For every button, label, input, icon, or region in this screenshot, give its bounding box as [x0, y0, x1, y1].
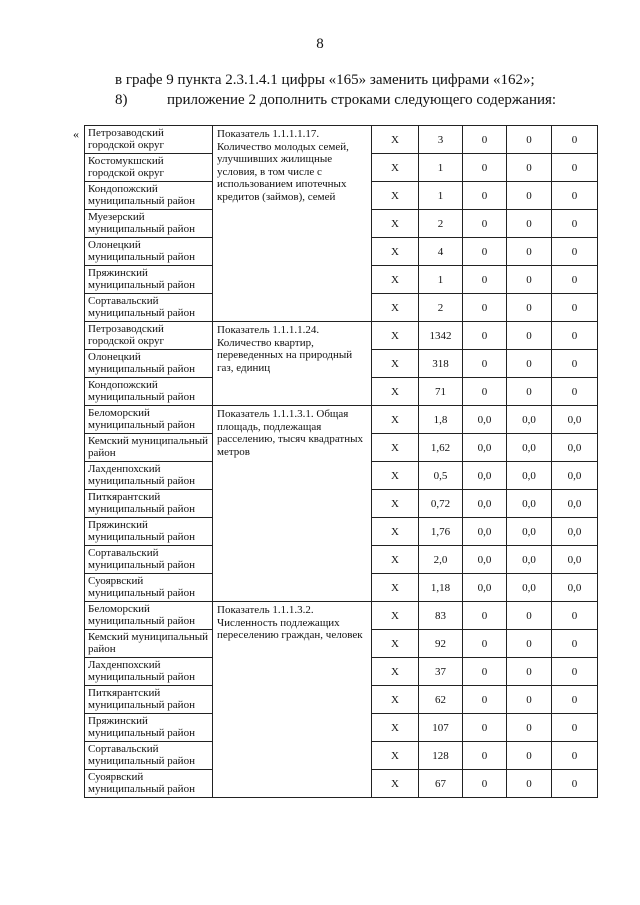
value-cell-c4: 0: [507, 350, 552, 378]
value-cell-c4: 0: [507, 770, 552, 798]
page-number: 8: [316, 36, 324, 52]
value-cell-c5: 0: [552, 714, 598, 742]
value-cell-c1: X: [372, 434, 419, 462]
value-cell-c5: 0: [552, 266, 598, 294]
table-row: [85, 126, 598, 154]
value-cell-c1: X: [372, 210, 419, 238]
value-cell-c3: 0: [463, 378, 507, 406]
value-cell-c4: 0: [507, 126, 552, 154]
table-row: [85, 406, 598, 434]
value-cell-c2: 83: [419, 602, 463, 630]
table-row: [85, 322, 598, 350]
value-cell-c1: X: [372, 714, 419, 742]
value-cell-c4: 0: [507, 182, 552, 210]
district-cell: Беломорский муниципальный район: [85, 406, 213, 434]
value-cell-c2: 1,8: [419, 406, 463, 434]
value-cell-c1: X: [372, 238, 419, 266]
value-cell-c4: 0,0: [507, 462, 552, 490]
value-cell-c4: 0: [507, 294, 552, 322]
value-cell-c5: 0: [552, 630, 598, 658]
value-cell-c1: X: [372, 126, 419, 154]
value-cell-c2: 2: [419, 294, 463, 322]
value-cell-c5: 0: [552, 294, 598, 322]
value-cell-c3: 0: [463, 294, 507, 322]
value-cell-c2: 92: [419, 630, 463, 658]
value-cell-c3: 0,0: [463, 434, 507, 462]
value-cell-c3: 0,0: [463, 546, 507, 574]
value-cell-c4: 0: [507, 154, 552, 182]
value-cell-c5: 0,0: [552, 462, 598, 490]
value-cell-c1: X: [372, 574, 419, 602]
district-cell: Петрозаводский городской округ: [85, 322, 213, 350]
indicator-cell: Показатель 1.1.1.1.24. Количество квартир, переведенных на природный газ, единиц: [213, 322, 372, 406]
value-cell-c5: 0,0: [552, 490, 598, 518]
value-cell-c2: 67: [419, 770, 463, 798]
value-cell-c3: 0,0: [463, 462, 507, 490]
indicator-cell: Показатель 1.1.1.3.2. Численность подлежащих переселению граждан, человек: [213, 602, 372, 798]
value-cell-c4: 0: [507, 714, 552, 742]
district-cell: Олонецкий муниципальный район: [85, 238, 213, 266]
district-cell: Беломорский муниципальный район: [85, 602, 213, 630]
value-cell-c3: 0: [463, 182, 507, 210]
value-cell-c1: X: [372, 602, 419, 630]
value-cell-c2: 1,76: [419, 518, 463, 546]
value-cell-c4: 0,0: [507, 546, 552, 574]
value-cell-c1: X: [372, 462, 419, 490]
district-cell: Кемский муниципальный район: [85, 434, 213, 462]
district-cell: Питкярантский муниципальный район: [85, 686, 213, 714]
value-cell-c3: 0: [463, 714, 507, 742]
value-cell-c2: 1: [419, 154, 463, 182]
value-cell-c3: 0: [463, 238, 507, 266]
value-cell-c5: 0,0: [552, 546, 598, 574]
value-cell-c1: X: [372, 630, 419, 658]
value-cell-c5: 0: [552, 742, 598, 770]
value-cell-c5: 0: [552, 686, 598, 714]
district-cell: Лахденпохский муниципальный район: [85, 658, 213, 686]
value-cell-c4: 0,0: [507, 434, 552, 462]
district-cell: Лахденпохский муниципальный район: [85, 462, 213, 490]
district-cell: Питкярантский муниципальный район: [85, 490, 213, 518]
value-cell-c2: 2: [419, 210, 463, 238]
value-cell-c2: 1: [419, 182, 463, 210]
value-cell-c3: 0: [463, 322, 507, 350]
district-cell: Сортавальский муниципальный район: [85, 294, 213, 322]
value-cell-c1: X: [372, 406, 419, 434]
value-cell-c4: 0,0: [507, 406, 552, 434]
value-cell-c1: X: [372, 266, 419, 294]
value-cell-c5: 0: [552, 210, 598, 238]
value-cell-c1: X: [372, 518, 419, 546]
district-cell: Сортавальский муниципальный район: [85, 546, 213, 574]
indicator-cell: Показатель 1.1.1.3.1. Общая площадь, подлежащая расселению, тысяч квадратных метров: [213, 406, 372, 602]
district-cell: Олонецкий муниципальный район: [85, 350, 213, 378]
value-cell-c3: 0,0: [463, 518, 507, 546]
value-cell-c5: 0: [552, 126, 598, 154]
appendix-table: [84, 125, 598, 798]
value-cell-c1: X: [372, 770, 419, 798]
value-cell-c4: 0: [507, 686, 552, 714]
value-cell-c2: 4: [419, 238, 463, 266]
value-cell-c1: X: [372, 350, 419, 378]
intro-line-2-number: 8): [115, 92, 128, 108]
value-cell-c2: 2,0: [419, 546, 463, 574]
value-cell-c5: 0: [552, 378, 598, 406]
value-cell-c3: 0: [463, 742, 507, 770]
value-cell-c4: 0: [507, 238, 552, 266]
table-row: [85, 602, 598, 630]
value-cell-c4: 0,0: [507, 574, 552, 602]
value-cell-c4: 0: [507, 266, 552, 294]
district-cell: Кондопожский муниципальный район: [85, 378, 213, 406]
district-cell: Пряжинский муниципальный район: [85, 714, 213, 742]
value-cell-c5: 0,0: [552, 406, 598, 434]
value-cell-c4: 0: [507, 742, 552, 770]
district-cell: Пряжинский муниципальный район: [85, 266, 213, 294]
district-cell: Муезерский муниципальный район: [85, 210, 213, 238]
value-cell-c4: 0,0: [507, 518, 552, 546]
value-cell-c1: X: [372, 182, 419, 210]
value-cell-c5: 0: [552, 770, 598, 798]
value-cell-c1: X: [372, 658, 419, 686]
value-cell-c1: X: [372, 294, 419, 322]
value-cell-c4: 0: [507, 378, 552, 406]
value-cell-c2: 71: [419, 378, 463, 406]
value-cell-c4: 0: [507, 210, 552, 238]
value-cell-c3: 0: [463, 350, 507, 378]
intro-line-1: в графе 9 пункта 2.3.1.4.1 цифры «165» заменить цифрами «162»;: [115, 72, 535, 88]
district-cell: Пряжинский муниципальный район: [85, 518, 213, 546]
value-cell-c3: 0: [463, 154, 507, 182]
value-cell-c4: 0: [507, 630, 552, 658]
value-cell-c5: 0: [552, 238, 598, 266]
value-cell-c5: 0: [552, 658, 598, 686]
value-cell-c2: 1,18: [419, 574, 463, 602]
district-cell: Кондопожский муниципальный район: [85, 182, 213, 210]
value-cell-c3: 0: [463, 602, 507, 630]
value-cell-c5: 0: [552, 154, 598, 182]
value-cell-c2: 0,5: [419, 462, 463, 490]
value-cell-c3: 0: [463, 210, 507, 238]
district-cell: Суоярвский муниципальный район: [85, 574, 213, 602]
value-cell-c2: 62: [419, 686, 463, 714]
value-cell-c5: 0: [552, 322, 598, 350]
value-cell-c3: 0,0: [463, 490, 507, 518]
value-cell-c2: 0,72: [419, 490, 463, 518]
value-cell-c5: 0: [552, 350, 598, 378]
value-cell-c3: 0: [463, 770, 507, 798]
value-cell-c5: 0,0: [552, 518, 598, 546]
value-cell-c1: X: [372, 686, 419, 714]
value-cell-c1: X: [372, 546, 419, 574]
value-cell-c2: 318: [419, 350, 463, 378]
value-cell-c1: X: [372, 154, 419, 182]
value-cell-c2: 107: [419, 714, 463, 742]
value-cell-c5: 0: [552, 602, 598, 630]
value-cell-c1: X: [372, 490, 419, 518]
value-cell-c2: 1342: [419, 322, 463, 350]
district-cell: Сортавальский муниципальный район: [85, 742, 213, 770]
value-cell-c4: 0,0: [507, 490, 552, 518]
value-cell-c4: 0: [507, 322, 552, 350]
value-cell-c3: 0,0: [463, 406, 507, 434]
value-cell-c2: 128: [419, 742, 463, 770]
value-cell-c1: X: [372, 742, 419, 770]
value-cell-c4: 0: [507, 658, 552, 686]
value-cell-c3: 0: [463, 266, 507, 294]
value-cell-c3: 0: [463, 686, 507, 714]
value-cell-c3: 0: [463, 126, 507, 154]
value-cell-c2: 37: [419, 658, 463, 686]
value-cell-c5: 0,0: [552, 574, 598, 602]
indicator-cell: Показатель 1.1.1.1.17. Количество молодых семей, улучшивших жилищные условия, в том числе с использованием ипотечных кредитов (займов), семей: [213, 126, 372, 322]
value-cell-c1: X: [372, 378, 419, 406]
intro-line-2-text: приложение 2 дополнить строками следующего содержания:: [167, 92, 557, 108]
value-cell-c3: 0: [463, 658, 507, 686]
intro-line-2: [115, 92, 556, 109]
value-cell-c2: 1,62: [419, 434, 463, 462]
value-cell-c2: 3: [419, 126, 463, 154]
district-cell: Костомукшский городской округ: [85, 154, 213, 182]
value-cell-c4: 0: [507, 602, 552, 630]
opening-quote: «: [73, 127, 79, 141]
district-cell: Кемский муниципальный район: [85, 630, 213, 658]
value-cell-c3: 0: [463, 630, 507, 658]
value-cell-c5: 0: [552, 182, 598, 210]
value-cell-c2: 1: [419, 266, 463, 294]
value-cell-c3: 0,0: [463, 574, 507, 602]
value-cell-c5: 0,0: [552, 434, 598, 462]
district-cell: Петрозаводский городской округ: [85, 126, 213, 154]
district-cell: Суоярвский муниципальный район: [85, 770, 213, 798]
value-cell-c1: X: [372, 322, 419, 350]
